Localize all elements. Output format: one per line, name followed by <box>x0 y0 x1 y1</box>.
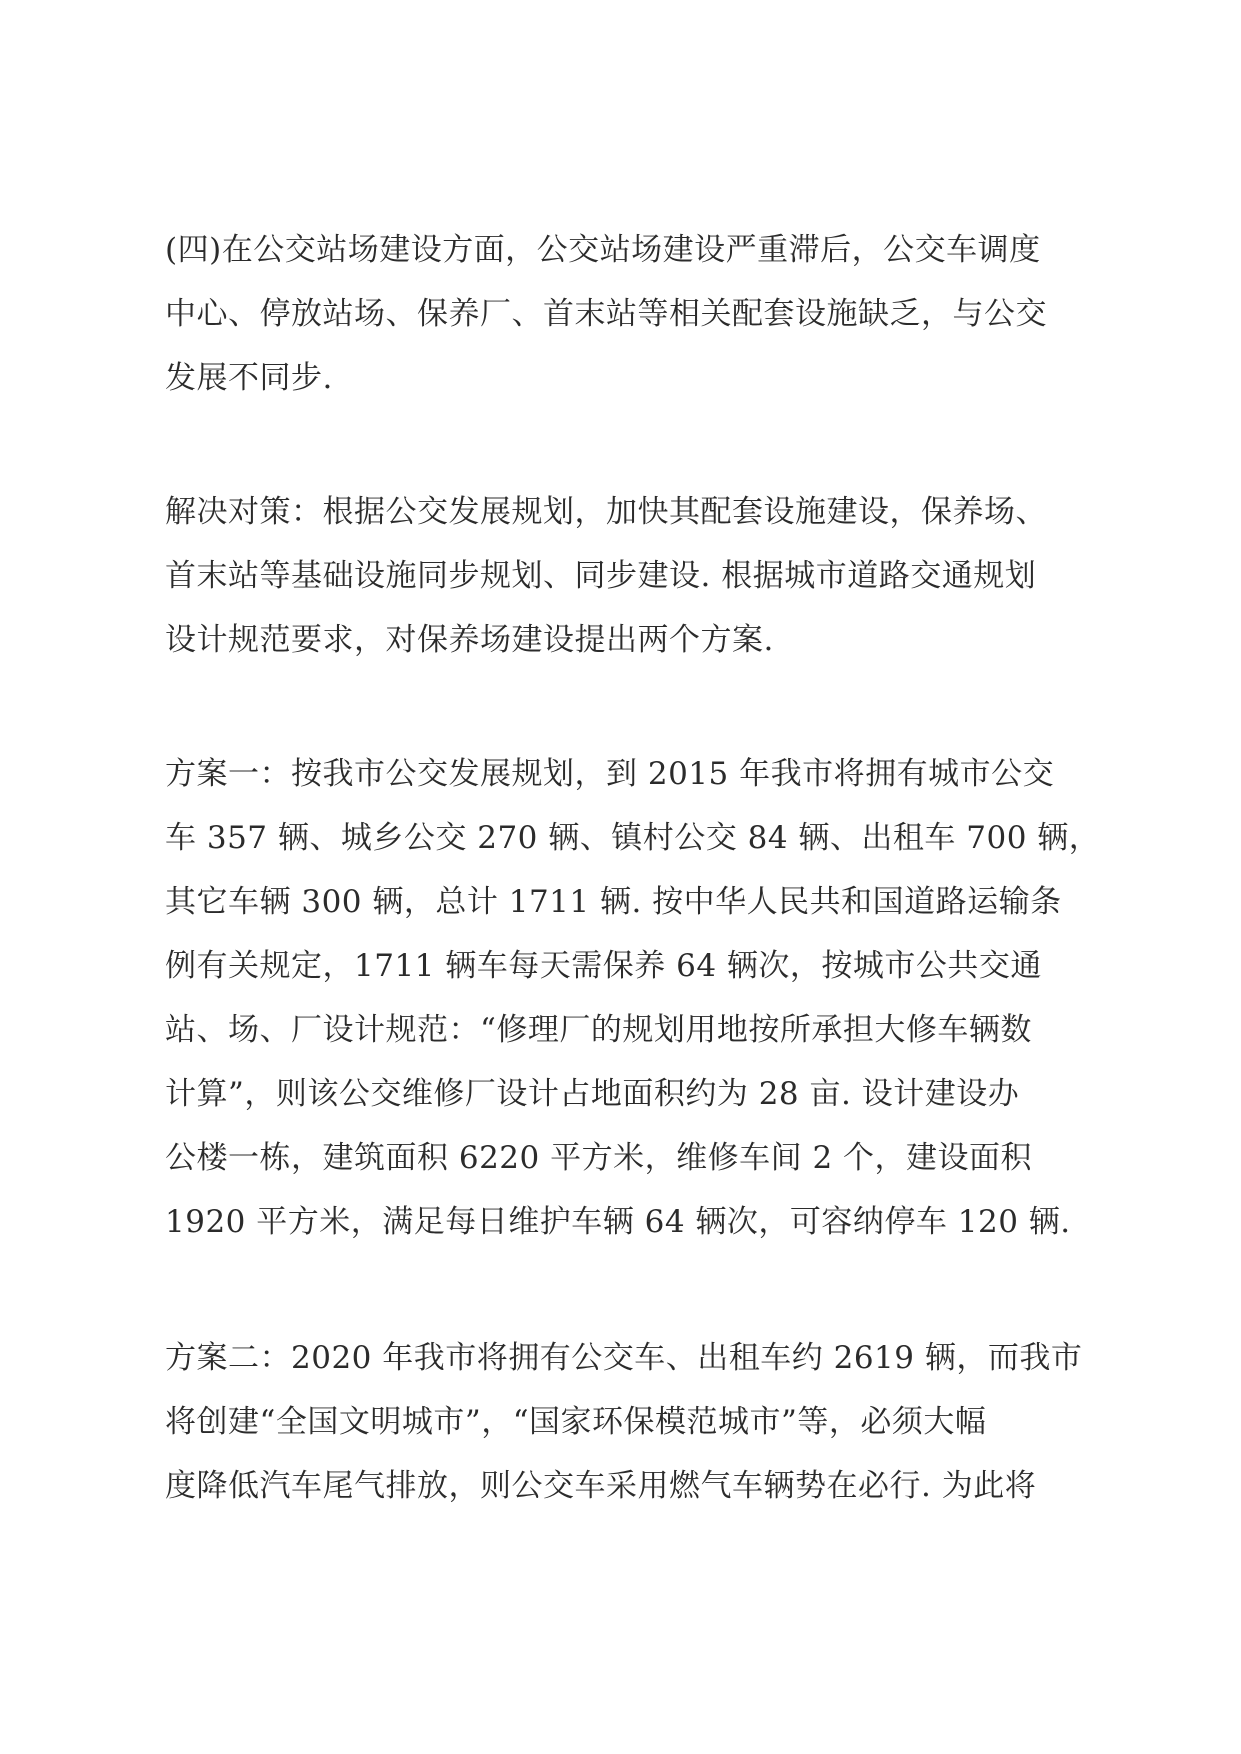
text-line: 站、场、厂设计规范：“修理厂的规划用地按所承担大修车辆数 <box>165 1012 1032 1048</box>
text-line: 方案一：按我市公交发展规划，到 2015 年我市将拥有城市公交 <box>165 756 1055 792</box>
paragraph-bus-station-construction <box>165 218 1095 410</box>
paragraph-plan-two <box>165 1326 1095 1518</box>
text-line: 其它车辆 300 辆，总计 1711 辆. 按中华人民共和国道路运输条 <box>165 884 1062 920</box>
text-line: 方案二：2020 年我市将拥有公交车、出租车约 2619 辆，而我市 <box>165 1340 1083 1376</box>
text-line: 首末站等基础设施同步规划、同步建设. 根据城市道路交通规划 <box>165 558 1037 594</box>
text-line: 解决对策：根据公交发展规划，加快其配套设施建设，保养场、 <box>165 494 1047 530</box>
text-line: 1920 平方米，满足每日维护车辆 64 辆次，可容纳停车 120 辆. <box>165 1204 1071 1240</box>
text-line: 度降低汽车尾气排放，则公交车采用燃气车辆势在必行. 为此将 <box>165 1468 1037 1504</box>
text-line: 中心、停放站场、保养厂、首末站等相关配套设施缺乏，与公交 <box>165 296 1047 332</box>
paragraph-plan-one <box>165 742 1101 1254</box>
text-line: 将创建“全国文明城市”，“国家环保模范城市”等，必须大幅 <box>165 1404 987 1440</box>
text-line: 公楼一栋，建筑面积 6220 平方米，维修车间 2 个，建设面积 <box>165 1140 1033 1176</box>
text-line: 计算”，则该公交维修厂设计占地面积约为 28 亩. 设计建设办 <box>165 1076 1020 1112</box>
text-line: 车 357 辆、城乡公交 270 辆、镇村公交 84 辆、出租车 700 辆， <box>165 820 1101 856</box>
text-line: (四)在公交站场建设方面，公交站场建设严重滞后，公交车调度 <box>165 232 1041 268</box>
text-line: 设计规范要求，对保养场建设提出两个方案. <box>165 622 774 658</box>
text-line: 发展不同步. <box>165 360 333 396</box>
text-line: 例有关规定，1711 辆车每天需保养 64 辆次，按城市公共交通 <box>165 948 1042 984</box>
paragraph-solution <box>165 480 1095 672</box>
